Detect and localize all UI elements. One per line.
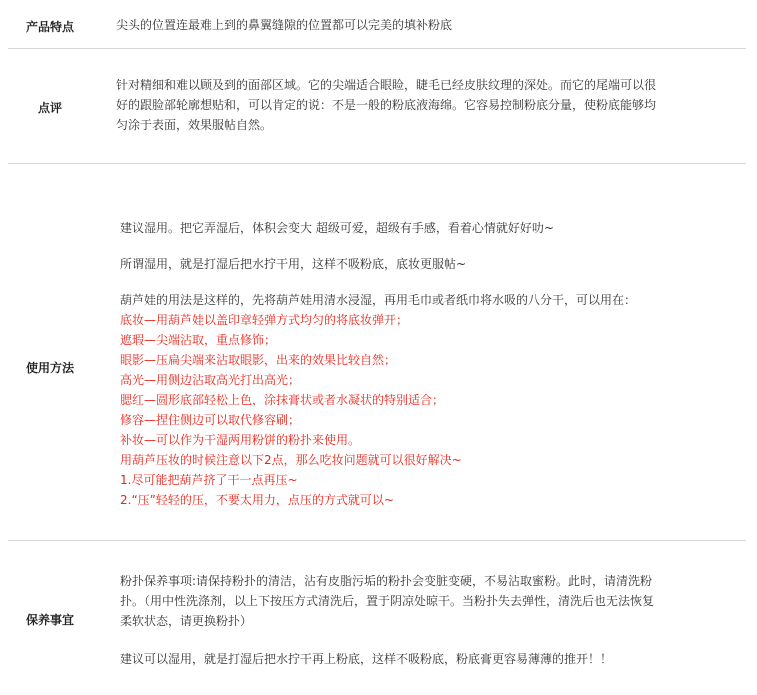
care-closing: 建议可以湿用，就是打湿后把水拧干再上粉底，这样不吸粉底，粉底膏更容易薄薄的推开！！ — [120, 652, 613, 666]
usage-step: 底妆—用葫芦娃以盖印章轻弹方式均匀的将底妆弹开； — [120, 313, 409, 327]
features-label: 产品特点 — [25, 20, 74, 34]
features-section — [0, 0, 757, 48]
care-label: 保养事宜 — [25, 613, 74, 627]
usage-intro: 建议湿用。把它弄湿后，体积会变大 超级可爱，超级有手感，看着心情就好好叻~ — [120, 221, 554, 235]
review-text — [116, 75, 656, 135]
review-line: 好的跟脸部轮廓想贴和，可以肯定的说：不是一般的粉底液海绵。它容易控制粉底分量，使粉底能够均 — [116, 98, 657, 112]
usage-tip: 2.“压”轻轻的压，不要太用力，点压的方式就可以~ — [120, 493, 394, 507]
review-line: 针对精细和难以顾及到的面部区域。它的尖端适合眼睑，睫毛已经皮肤纹理的深处。而它的尾端可以很 — [116, 78, 657, 92]
usage-tip: 1.尽可能把葫芦挤了干一点再压~ — [120, 473, 298, 487]
usage-step: 眼影—压扁尖端来沾取眼影，出来的效果比较自然； — [120, 353, 397, 367]
care-section — [0, 541, 757, 695]
review-line: 匀涂于表面，效果服帖自然。 — [116, 118, 273, 132]
usage-text — [120, 218, 636, 510]
usage-label: 使用方法 — [25, 361, 74, 375]
review-label: 点评 — [37, 101, 62, 115]
usage-step: 高光—用侧边沾取高光打出高光； — [120, 373, 301, 387]
care-text — [120, 571, 654, 669]
care-line: 扑。（用中性洗涤剂，以上下按压方式清洗后，置于阴凉处晾干。当粉扑失去弹性，清洗后也无法恢复 — [120, 594, 655, 608]
features-text: 尖头的位置连最难上到的鼻翼缝隙的位置都可以完美的填补粉底 — [116, 18, 453, 32]
usage-section — [0, 164, 757, 540]
usage-step: 遮瑕—尖端沾取，重点修饰； — [120, 333, 277, 347]
usage-step: 修容—捏住侧边可以取代修容刷； — [120, 413, 301, 427]
review-section — [0, 49, 757, 163]
care-line: 柔软状态，请更换粉扑） — [120, 614, 253, 628]
usage-intro: 所谓湿用，就是打湿后把水拧干用，这样不吸粉底，底妆更服帖~ — [120, 257, 467, 271]
usage-step: 腮红—圆形底部轻松上色，涂抹膏状或者水凝状的特别适合； — [120, 393, 445, 407]
usage-tip: 用葫芦压妆的时候注意以下2点，那么吃妆问题就可以很好解决~ — [120, 453, 462, 467]
usage-step: 补妆—可以作为干湿两用粉饼的粉扑来使用。 — [120, 433, 361, 447]
care-line: 粉扑保养事项:请保持粉扑的清洁，沾有皮脂污垢的粉扑会变脏变硬，不易沾取蜜粉。此时，请清洗粉 — [120, 574, 653, 588]
usage-intro: 葫芦娃的用法是这样的，先将葫芦娃用清水浸湿，再用毛巾或者纸巾将水吸的八分干，可以用在： — [120, 293, 637, 307]
